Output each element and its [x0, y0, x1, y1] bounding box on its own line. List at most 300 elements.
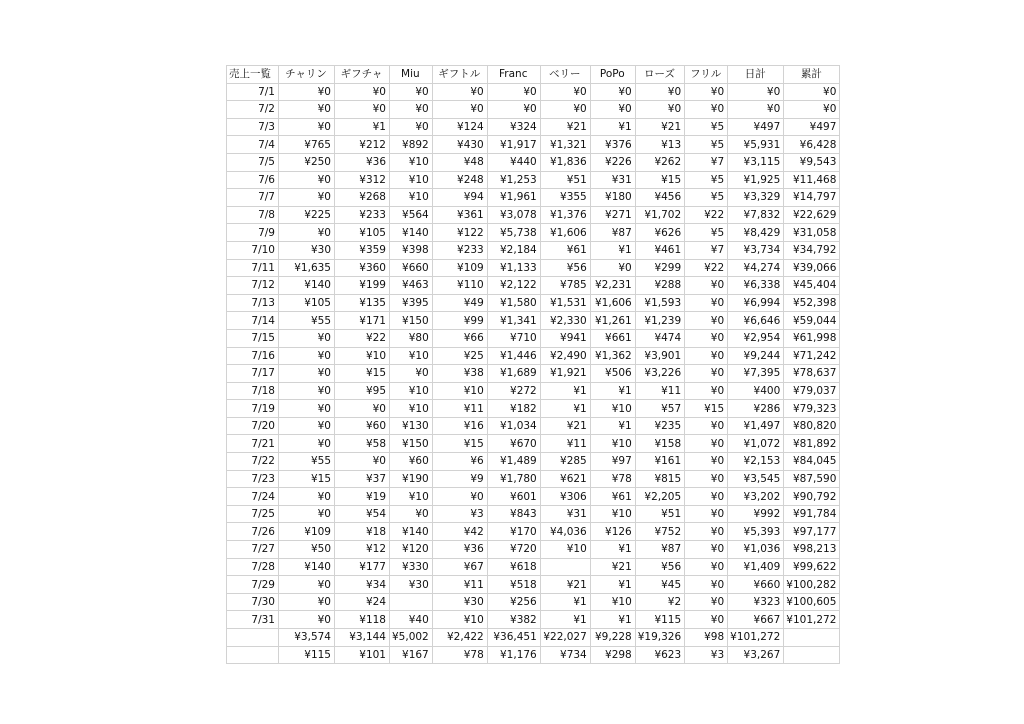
value-cell: ¥6,994 — [728, 294, 784, 312]
value-cell: ¥34,792 — [784, 241, 840, 259]
value-cell: ¥15 — [685, 400, 728, 418]
value-cell: ¥51 — [540, 171, 590, 189]
value-cell: ¥0 — [540, 83, 590, 101]
table-row — [227, 83, 840, 101]
value-cell: ¥0 — [685, 417, 728, 435]
value-cell: ¥461 — [635, 241, 684, 259]
value-cell: ¥0 — [685, 541, 728, 559]
value-cell: ¥180 — [590, 189, 635, 207]
value-cell: ¥661 — [590, 329, 635, 347]
value-cell: ¥7 — [685, 241, 728, 259]
value-cell: ¥49 — [432, 294, 487, 312]
table-row — [227, 241, 840, 259]
value-cell: ¥3,144 — [335, 629, 390, 647]
value-cell: ¥8,429 — [728, 224, 784, 242]
row-label-cell: 7/25 — [227, 505, 279, 523]
value-cell: ¥22 — [335, 329, 390, 347]
value-cell — [390, 593, 433, 611]
table-row — [227, 365, 840, 383]
value-cell: ¥6,338 — [728, 277, 784, 295]
value-cell: ¥98 — [685, 629, 728, 647]
row-label-cell: 7/10 — [227, 241, 279, 259]
value-cell: ¥140 — [279, 277, 335, 295]
value-cell: ¥97,177 — [784, 523, 840, 541]
table-row — [227, 259, 840, 277]
value-cell: ¥5,002 — [390, 629, 433, 647]
value-cell: ¥0 — [390, 365, 433, 383]
table-row — [227, 576, 840, 594]
value-cell: ¥80,820 — [784, 417, 840, 435]
value-cell: ¥3,078 — [487, 206, 540, 224]
value-cell: ¥1,362 — [590, 347, 635, 365]
value-cell: ¥61 — [590, 488, 635, 506]
value-cell: ¥0 — [590, 259, 635, 277]
value-cell: ¥11 — [635, 382, 684, 400]
value-cell: ¥0 — [685, 329, 728, 347]
value-cell: ¥2,490 — [540, 347, 590, 365]
row-label-cell: 7/7 — [227, 189, 279, 207]
value-cell: ¥3,226 — [635, 365, 684, 383]
row-label-cell: 7/17 — [227, 365, 279, 383]
row-label-cell: 7/19 — [227, 400, 279, 418]
table-row — [227, 329, 840, 347]
value-cell: ¥6 — [432, 453, 487, 471]
column-header: 売上一覧 — [227, 66, 279, 84]
value-cell: ¥288 — [635, 277, 684, 295]
value-cell: ¥9,543 — [784, 153, 840, 171]
value-cell: ¥0 — [279, 83, 335, 101]
value-cell: ¥55 — [279, 453, 335, 471]
value-cell: ¥99,622 — [784, 558, 840, 576]
value-cell: ¥0 — [685, 435, 728, 453]
value-cell: ¥1,341 — [487, 312, 540, 330]
value-cell: ¥670 — [487, 435, 540, 453]
value-cell: ¥376 — [590, 136, 635, 154]
value-cell: ¥3,734 — [728, 241, 784, 259]
row-label-cell: 7/20 — [227, 417, 279, 435]
value-cell: ¥5 — [685, 224, 728, 242]
value-cell: ¥80 — [390, 329, 433, 347]
value-cell: ¥601 — [487, 488, 540, 506]
value-cell: ¥15 — [335, 365, 390, 383]
value-cell: ¥1 — [590, 576, 635, 594]
value-cell: ¥56 — [540, 259, 590, 277]
table-row — [227, 224, 840, 242]
value-cell: ¥0 — [335, 453, 390, 471]
value-cell: ¥0 — [540, 101, 590, 119]
value-cell: ¥0 — [685, 505, 728, 523]
value-cell: ¥0 — [335, 400, 390, 418]
row-label-cell: 7/16 — [227, 347, 279, 365]
value-cell: ¥110 — [432, 277, 487, 295]
value-cell: ¥0 — [487, 101, 540, 119]
table-body — [227, 83, 840, 664]
value-cell: ¥90,792 — [784, 488, 840, 506]
table-row — [227, 453, 840, 471]
value-cell: ¥48 — [432, 153, 487, 171]
value-cell: ¥361 — [432, 206, 487, 224]
value-cell: ¥1 — [590, 118, 635, 136]
value-cell: ¥0 — [432, 101, 487, 119]
value-cell: ¥1,409 — [728, 558, 784, 576]
value-cell: ¥120 — [390, 541, 433, 559]
row-label-cell: 7/9 — [227, 224, 279, 242]
column-header: フリル — [685, 66, 728, 84]
value-cell: ¥167 — [390, 646, 433, 664]
value-cell: ¥5 — [685, 189, 728, 207]
value-cell: ¥161 — [635, 453, 684, 471]
value-cell: ¥38 — [432, 365, 487, 383]
value-cell: ¥5 — [685, 118, 728, 136]
value-cell: ¥0 — [685, 523, 728, 541]
value-cell: ¥621 — [540, 470, 590, 488]
value-cell: ¥1,593 — [635, 294, 684, 312]
value-cell: ¥150 — [390, 312, 433, 330]
value-cell: ¥312 — [335, 171, 390, 189]
value-cell: ¥130 — [390, 417, 433, 435]
table-row — [227, 470, 840, 488]
value-cell: ¥0 — [635, 83, 684, 101]
value-cell: ¥3,202 — [728, 488, 784, 506]
value-cell: ¥272 — [487, 382, 540, 400]
row-label-cell: 7/31 — [227, 611, 279, 629]
table-row — [227, 312, 840, 330]
value-cell: ¥0 — [390, 101, 433, 119]
value-cell: ¥2,184 — [487, 241, 540, 259]
value-cell: ¥60 — [335, 417, 390, 435]
row-label-cell: 7/28 — [227, 558, 279, 576]
row-label-cell: 7/24 — [227, 488, 279, 506]
column-header: 日計 — [728, 66, 784, 84]
value-cell: ¥1,780 — [487, 470, 540, 488]
value-cell: ¥9 — [432, 470, 487, 488]
row-label-cell: 7/8 — [227, 206, 279, 224]
value-cell: ¥1 — [540, 382, 590, 400]
value-cell: ¥22,629 — [784, 206, 840, 224]
row-label-cell: 7/4 — [227, 136, 279, 154]
value-cell: ¥0 — [279, 329, 335, 347]
value-cell: ¥78,637 — [784, 365, 840, 383]
value-cell: ¥1,253 — [487, 171, 540, 189]
value-cell: ¥710 — [487, 329, 540, 347]
value-cell: ¥25 — [432, 347, 487, 365]
value-cell: ¥57 — [635, 400, 684, 418]
value-cell: ¥4,036 — [540, 523, 590, 541]
value-cell: ¥1,689 — [487, 365, 540, 383]
value-cell: ¥10 — [540, 541, 590, 559]
value-cell: ¥87 — [590, 224, 635, 242]
value-cell: ¥1,321 — [540, 136, 590, 154]
table-row — [227, 206, 840, 224]
value-cell: ¥299 — [635, 259, 684, 277]
value-cell: ¥10 — [590, 400, 635, 418]
value-cell: ¥101,272 — [784, 611, 840, 629]
value-cell: ¥2,205 — [635, 488, 684, 506]
value-cell: ¥9,244 — [728, 347, 784, 365]
value-cell: ¥10 — [590, 435, 635, 453]
value-cell: ¥109 — [279, 523, 335, 541]
table-row — [227, 558, 840, 576]
value-cell: ¥0 — [685, 558, 728, 576]
value-cell: ¥286 — [728, 400, 784, 418]
value-cell: ¥11 — [540, 435, 590, 453]
value-cell: ¥2,231 — [590, 277, 635, 295]
value-cell: ¥497 — [784, 118, 840, 136]
value-cell: ¥30 — [390, 576, 433, 594]
value-cell: ¥0 — [685, 593, 728, 611]
value-cell: ¥78 — [432, 646, 487, 664]
value-cell: ¥158 — [635, 435, 684, 453]
value-cell: ¥1 — [590, 611, 635, 629]
value-cell: ¥0 — [279, 417, 335, 435]
value-cell: ¥843 — [487, 505, 540, 523]
value-cell: ¥0 — [487, 83, 540, 101]
table-row — [227, 277, 840, 295]
value-cell: ¥2,122 — [487, 277, 540, 295]
table-row — [227, 541, 840, 559]
value-cell: ¥0 — [685, 312, 728, 330]
value-cell: ¥235 — [635, 417, 684, 435]
value-cell: ¥0 — [685, 83, 728, 101]
value-cell: ¥13 — [635, 136, 684, 154]
value-cell: ¥0 — [685, 382, 728, 400]
value-cell: ¥79,037 — [784, 382, 840, 400]
value-cell: ¥1,917 — [487, 136, 540, 154]
value-cell: ¥182 — [487, 400, 540, 418]
header-row — [227, 66, 840, 84]
value-cell: ¥31,058 — [784, 224, 840, 242]
value-cell: ¥1 — [540, 400, 590, 418]
value-cell: ¥105 — [279, 294, 335, 312]
value-cell: ¥1,261 — [590, 312, 635, 330]
value-cell: ¥2 — [635, 593, 684, 611]
value-cell: ¥0 — [279, 611, 335, 629]
value-cell: ¥101 — [335, 646, 390, 664]
value-cell: ¥0 — [279, 488, 335, 506]
value-cell — [540, 558, 590, 576]
value-cell: ¥21 — [540, 576, 590, 594]
value-cell: ¥626 — [635, 224, 684, 242]
value-cell: ¥0 — [390, 118, 433, 136]
value-cell: ¥0 — [335, 101, 390, 119]
value-cell: ¥0 — [390, 83, 433, 101]
value-cell: ¥94 — [432, 189, 487, 207]
value-cell: ¥518 — [487, 576, 540, 594]
table-row — [227, 629, 840, 647]
value-cell: ¥21 — [635, 118, 684, 136]
table-row — [227, 118, 840, 136]
value-cell: ¥91,784 — [784, 505, 840, 523]
value-cell: ¥623 — [635, 646, 684, 664]
value-cell: ¥199 — [335, 277, 390, 295]
value-cell: ¥1 — [590, 417, 635, 435]
table-row — [227, 347, 840, 365]
table-row — [227, 523, 840, 541]
value-cell: ¥225 — [279, 206, 335, 224]
value-cell: ¥5,738 — [487, 224, 540, 242]
value-cell: ¥12 — [335, 541, 390, 559]
value-cell: ¥752 — [635, 523, 684, 541]
value-cell: ¥10 — [432, 382, 487, 400]
value-cell: ¥0 — [685, 101, 728, 119]
value-cell: ¥440 — [487, 153, 540, 171]
value-cell: ¥36,451 — [487, 629, 540, 647]
value-cell — [784, 629, 840, 647]
column-header: Franc — [487, 66, 540, 84]
value-cell: ¥11 — [432, 576, 487, 594]
value-cell: ¥78 — [590, 470, 635, 488]
value-cell: ¥61 — [540, 241, 590, 259]
value-cell: ¥122 — [432, 224, 487, 242]
column-header: PoPo — [590, 66, 635, 84]
table-row — [227, 153, 840, 171]
value-cell: ¥0 — [685, 470, 728, 488]
value-cell: ¥115 — [279, 646, 335, 664]
value-cell: ¥10 — [590, 505, 635, 523]
value-cell: ¥0 — [590, 83, 635, 101]
table-row — [227, 646, 840, 664]
value-cell: ¥22 — [685, 259, 728, 277]
value-cell: ¥360 — [335, 259, 390, 277]
value-cell: ¥10 — [335, 347, 390, 365]
value-cell: ¥2,330 — [540, 312, 590, 330]
row-label-cell: 7/27 — [227, 541, 279, 559]
value-cell: ¥16 — [432, 417, 487, 435]
value-cell: ¥765 — [279, 136, 335, 154]
value-cell: ¥21 — [590, 558, 635, 576]
value-cell: ¥1,446 — [487, 347, 540, 365]
value-cell: ¥98,213 — [784, 541, 840, 559]
value-cell: ¥0 — [279, 593, 335, 611]
value-cell: ¥7,395 — [728, 365, 784, 383]
row-label-cell: 7/18 — [227, 382, 279, 400]
table-row — [227, 101, 840, 119]
column-header: ギフトル — [432, 66, 487, 84]
value-cell: ¥0 — [279, 505, 335, 523]
value-cell: ¥170 — [487, 523, 540, 541]
value-cell: ¥101,272 — [728, 629, 784, 647]
value-cell: ¥0 — [784, 83, 840, 101]
row-label-cell: 7/23 — [227, 470, 279, 488]
value-cell: ¥31 — [590, 171, 635, 189]
value-cell: ¥1,497 — [728, 417, 784, 435]
value-cell: ¥3,545 — [728, 470, 784, 488]
value-cell: ¥67 — [432, 558, 487, 576]
value-cell: ¥285 — [540, 453, 590, 471]
value-cell: ¥0 — [279, 224, 335, 242]
value-cell: ¥0 — [279, 435, 335, 453]
value-cell: ¥109 — [432, 259, 487, 277]
column-header: ベリー — [540, 66, 590, 84]
table-row — [227, 382, 840, 400]
value-cell: ¥10 — [390, 488, 433, 506]
value-cell: ¥0 — [685, 576, 728, 594]
row-label-cell: 7/3 — [227, 118, 279, 136]
value-cell: ¥1 — [590, 241, 635, 259]
value-cell: ¥22,027 — [540, 629, 590, 647]
value-cell: ¥105 — [335, 224, 390, 242]
value-cell: ¥785 — [540, 277, 590, 295]
row-label-cell: 7/5 — [227, 153, 279, 171]
value-cell: ¥61,998 — [784, 329, 840, 347]
value-cell: ¥1,580 — [487, 294, 540, 312]
value-cell: ¥398 — [390, 241, 433, 259]
value-cell: ¥1 — [540, 593, 590, 611]
value-cell: ¥1 — [590, 382, 635, 400]
value-cell: ¥463 — [390, 277, 433, 295]
value-cell: ¥497 — [728, 118, 784, 136]
value-cell: ¥233 — [335, 206, 390, 224]
value-cell: ¥140 — [279, 558, 335, 576]
value-cell: ¥233 — [432, 241, 487, 259]
value-cell: ¥126 — [590, 523, 635, 541]
value-cell: ¥39,066 — [784, 259, 840, 277]
column-header: チャリン — [279, 66, 335, 84]
value-cell: ¥14,797 — [784, 189, 840, 207]
value-cell: ¥115 — [635, 611, 684, 629]
value-cell: ¥660 — [390, 259, 433, 277]
table-row — [227, 400, 840, 418]
value-cell: ¥5,393 — [728, 523, 784, 541]
value-cell: ¥100,605 — [784, 593, 840, 611]
value-cell: ¥24 — [335, 593, 390, 611]
value-cell: ¥10 — [390, 189, 433, 207]
value-cell: ¥355 — [540, 189, 590, 207]
value-cell: ¥0 — [590, 101, 635, 119]
value-cell: ¥256 — [487, 593, 540, 611]
value-cell: ¥1,702 — [635, 206, 684, 224]
value-cell: ¥1,176 — [487, 646, 540, 664]
value-cell: ¥19,326 — [635, 629, 684, 647]
value-cell: ¥330 — [390, 558, 433, 576]
value-cell: ¥60 — [390, 453, 433, 471]
value-cell: ¥7,832 — [728, 206, 784, 224]
row-label-cell: 7/11 — [227, 259, 279, 277]
value-cell: ¥31 — [540, 505, 590, 523]
value-cell: ¥40 — [390, 611, 433, 629]
value-cell: ¥2,954 — [728, 329, 784, 347]
value-cell: ¥10 — [432, 611, 487, 629]
value-cell: ¥10 — [390, 347, 433, 365]
value-cell: ¥456 — [635, 189, 684, 207]
table-row — [227, 593, 840, 611]
value-cell: ¥306 — [540, 488, 590, 506]
value-cell: ¥0 — [279, 347, 335, 365]
value-cell: ¥177 — [335, 558, 390, 576]
value-cell: ¥1,606 — [590, 294, 635, 312]
value-cell: ¥0 — [685, 611, 728, 629]
value-cell: ¥124 — [432, 118, 487, 136]
value-cell: ¥15 — [432, 435, 487, 453]
value-cell: ¥58 — [335, 435, 390, 453]
value-cell: ¥0 — [685, 347, 728, 365]
value-cell: ¥892 — [390, 136, 433, 154]
value-cell: ¥400 — [728, 382, 784, 400]
value-cell: ¥6,646 — [728, 312, 784, 330]
value-cell: ¥52,398 — [784, 294, 840, 312]
value-cell: ¥37 — [335, 470, 390, 488]
value-cell: ¥1,036 — [728, 541, 784, 559]
value-cell: ¥95 — [335, 382, 390, 400]
value-cell: ¥135 — [335, 294, 390, 312]
table-row — [227, 136, 840, 154]
value-cell: ¥56 — [635, 558, 684, 576]
value-cell: ¥66 — [432, 329, 487, 347]
value-cell: ¥430 — [432, 136, 487, 154]
row-label-cell: 7/2 — [227, 101, 279, 119]
row-label-cell: 7/29 — [227, 576, 279, 594]
value-cell: ¥2,422 — [432, 629, 487, 647]
